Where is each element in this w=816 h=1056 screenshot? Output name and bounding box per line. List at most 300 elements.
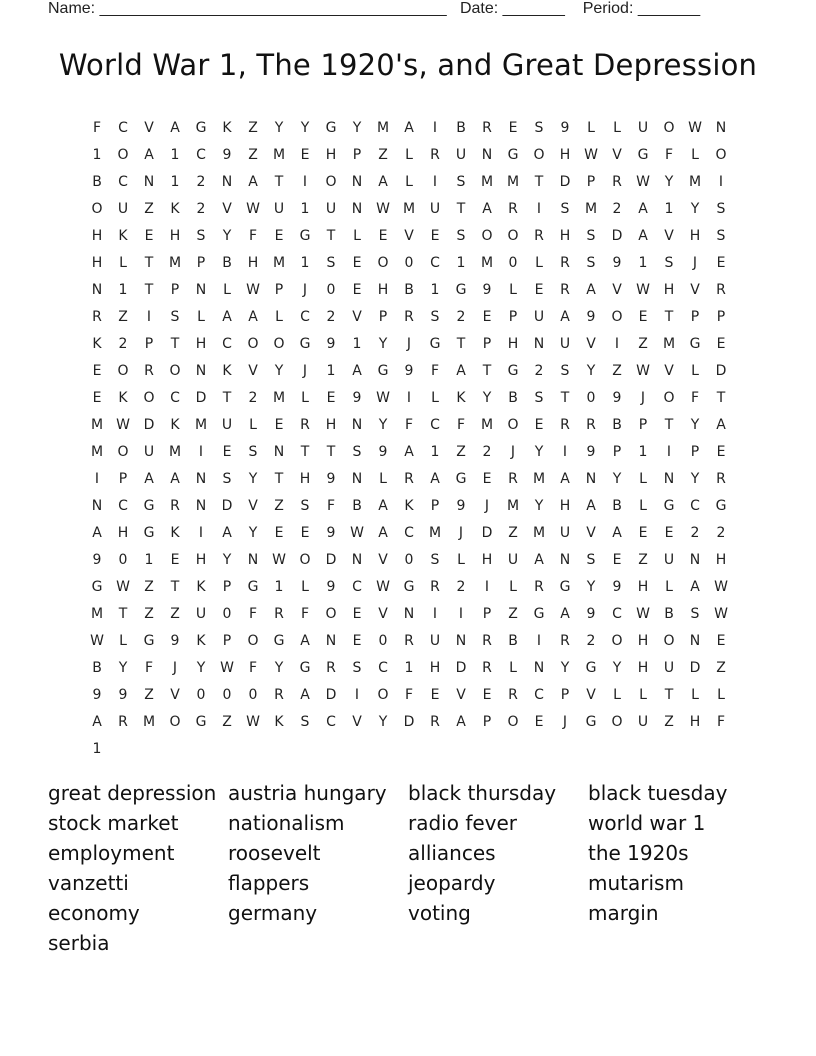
grid-letter: U [117, 200, 129, 217]
grid-letter: C [352, 578, 362, 595]
word-bank-item: world war 1 [588, 811, 706, 835]
grid-letter: A [378, 497, 388, 514]
grid-letter: E [664, 524, 674, 541]
grid-letter: A [92, 713, 102, 730]
grid-letter: H [637, 632, 649, 649]
grid-letter: G [143, 632, 155, 649]
grid-letter: Y [586, 362, 596, 379]
word-bank-item: economy [48, 901, 140, 925]
grid-letter: F [144, 659, 154, 676]
grid-letter: N [247, 551, 259, 568]
grid-letter: L [717, 686, 725, 703]
grid-letter: E [638, 524, 648, 541]
grid-letter: P [274, 281, 284, 298]
grid-letter: O [663, 389, 675, 406]
grid-letter: B [508, 389, 518, 406]
grid-letter: G [507, 362, 519, 379]
grid-letter: A [586, 497, 596, 514]
grid-letter: R [560, 254, 570, 271]
grid-letter: A [144, 146, 154, 163]
grid-letter: N [351, 551, 363, 568]
grid-letter: S [196, 227, 206, 244]
grid-letter: C [170, 389, 180, 406]
grid-letter: V [404, 227, 414, 244]
word-bank-item: roosevelt [228, 841, 321, 865]
grid-letter: Z [170, 605, 180, 622]
grid-letter: B [508, 632, 518, 649]
grid-letter: O [247, 632, 259, 649]
grid-letter: A [638, 200, 648, 217]
grid-letter: O [377, 254, 389, 271]
grid-letter: A [456, 713, 466, 730]
grid-letter: G [91, 578, 103, 595]
grid-letter: W [376, 200, 390, 217]
grid-letter: E [716, 335, 726, 352]
grid-letter: F [404, 416, 414, 433]
grid-letter: L [691, 146, 699, 163]
grid-letter: 1 [326, 362, 336, 379]
grid-letter: Y [274, 659, 284, 676]
grid-letter: H [507, 335, 519, 352]
grid-letter: T [118, 605, 128, 622]
grid-letter: 2 [534, 362, 544, 379]
grid-letter: V [170, 686, 180, 703]
grid-letter: L [691, 686, 699, 703]
grid-letter: E [352, 254, 362, 271]
grid-letter: D [611, 227, 623, 244]
grid-letter: H [169, 227, 181, 244]
grid-letter: 9 [456, 497, 466, 514]
grid-letter: V [586, 335, 596, 352]
grid-letter: Y [274, 362, 284, 379]
grid-letter: O [507, 416, 519, 433]
grid-letter: N [559, 551, 571, 568]
grid-letter: E [274, 416, 284, 433]
grid-letter: L [587, 119, 595, 136]
grid-letter: A [404, 443, 414, 460]
grid-letter: 1 [638, 254, 648, 271]
grid-letter: G [325, 119, 337, 136]
grid-letter: O [117, 443, 129, 460]
grid-letter: L [639, 497, 647, 514]
grid-letter: G [299, 335, 311, 352]
grid-letter: V [378, 605, 388, 622]
grid-letter: U [637, 713, 649, 730]
grid-letter: O [143, 389, 155, 406]
grid-letter: 1 [300, 254, 310, 271]
grid-letter: 2 [456, 578, 466, 595]
grid-letter: J [692, 254, 698, 271]
grid-letter: K [196, 632, 206, 649]
grid-letter: C [300, 308, 310, 325]
grid-letter: S [456, 227, 466, 244]
grid-letter: P [508, 308, 518, 325]
grid-letter: Y [664, 173, 674, 190]
grid-letter: U [663, 551, 675, 568]
word-bank-item: great depression [48, 781, 217, 805]
grid-letter: M [194, 416, 208, 433]
grid-letter: N [351, 470, 363, 487]
grid-letter: P [612, 443, 622, 460]
word-bank-item: mutarism [588, 871, 684, 895]
grid-letter: 2 [456, 308, 466, 325]
grid-letter: C [326, 713, 336, 730]
grid-letter: O [481, 227, 493, 244]
grid-letter: A [92, 524, 102, 541]
grid-letter: I [94, 470, 100, 487]
grid-letter: C [118, 173, 128, 190]
grid-letter: 2 [690, 524, 700, 541]
grid-letter: E [300, 524, 310, 541]
grid-letter: A [586, 281, 596, 298]
grid-letter: L [405, 146, 413, 163]
grid-letter: I [302, 173, 308, 190]
grid-letter: A [456, 362, 466, 379]
grid-letter: I [406, 389, 412, 406]
header-line: Name: _______________________________________ Date: _______ Period: _______ [48, 0, 701, 17]
grid-letter: S [690, 605, 700, 622]
grid-letter: S [248, 443, 258, 460]
grid-letter: C [222, 335, 232, 352]
grid-letter: L [509, 281, 517, 298]
grid-letter: R [508, 200, 518, 217]
grid-letter: G [299, 227, 311, 244]
grid-letter: W [116, 578, 130, 595]
grid-letter: N [351, 416, 363, 433]
grid-letter: W [272, 551, 286, 568]
grid-letter: N [195, 470, 207, 487]
word-bank-item: voting [408, 901, 471, 925]
grid-letter: J [172, 659, 178, 676]
grid-letter: 0 [196, 686, 206, 703]
grid-letter: A [638, 227, 648, 244]
grid-letter: D [559, 173, 571, 190]
grid-letter: L [613, 686, 621, 703]
grid-letter: W [636, 173, 650, 190]
grid-letter: 1 [430, 281, 440, 298]
grid-letter: O [715, 146, 727, 163]
grid-letter: Z [144, 605, 154, 622]
grid-letter: U [143, 443, 155, 460]
grid-letter: H [195, 335, 207, 352]
grid-letter: B [222, 254, 232, 271]
grid-letter: 1 [170, 146, 180, 163]
grid-letter: Y [612, 470, 622, 487]
grid-letter: 9 [586, 308, 596, 325]
grid-letter: E [430, 227, 440, 244]
grid-letter: E [534, 416, 544, 433]
grid-letter: A [378, 173, 388, 190]
grid-letter: M [532, 524, 546, 541]
grid-letter: Z [378, 146, 388, 163]
grid-letter: C [534, 686, 544, 703]
grid-letter: D [143, 416, 155, 433]
grid-letter: Z [248, 146, 258, 163]
grid-letter: E [716, 443, 726, 460]
grid-letter: N [273, 443, 285, 460]
grid-letter: L [119, 632, 127, 649]
grid-letter: S [534, 389, 544, 406]
grid-letter: Z [248, 119, 258, 136]
grid-letter: U [533, 308, 545, 325]
grid-letter: Y [248, 470, 258, 487]
grid-letter: C [404, 524, 414, 541]
grid-letter: T [274, 470, 284, 487]
grid-letter: Y [378, 416, 388, 433]
grid-letter: E [300, 146, 310, 163]
grid-letter: E [430, 686, 440, 703]
grid-letter: A [716, 416, 726, 433]
grid-letter: M [480, 173, 494, 190]
grid-letter: I [536, 632, 542, 649]
grid-letter: R [92, 308, 102, 325]
grid-letter: N [91, 497, 103, 514]
grid-letter: I [198, 443, 204, 460]
grid-letter: R [482, 632, 492, 649]
grid-letter: G [299, 659, 311, 676]
grid-letter: F [92, 119, 102, 136]
grid-letter: S [222, 470, 232, 487]
grid-letter: M [376, 119, 390, 136]
grid-letter: S [326, 254, 336, 271]
grid-letter: M [662, 335, 676, 352]
grid-letter: A [170, 470, 180, 487]
grid-letter: I [536, 200, 542, 217]
grid-letter: L [301, 389, 309, 406]
grid-letter: A [300, 686, 310, 703]
grid-letter: B [92, 173, 102, 190]
grid-letter: D [403, 713, 415, 730]
grid-letter: 9 [586, 605, 596, 622]
grid-letter: W [714, 578, 728, 595]
grid-letter: O [611, 632, 623, 649]
grid-letter: S [586, 254, 596, 271]
grid-letter: S [560, 200, 570, 217]
grid-letter: G [403, 578, 415, 595]
grid-letter: E [534, 281, 544, 298]
grid-letter: J [302, 281, 308, 298]
grid-letter: R [118, 713, 128, 730]
grid-letter: 0 [586, 389, 596, 406]
grid-letter: E [378, 227, 388, 244]
grid-letter: 1 [404, 659, 414, 676]
grid-letter: 1 [638, 443, 648, 460]
grid-letter: M [584, 200, 598, 217]
grid-letter: V [144, 119, 154, 136]
grid-letter: D [455, 659, 467, 676]
grid-letter: A [560, 605, 570, 622]
grid-letter: T [664, 686, 674, 703]
word-bank-item: serbia [48, 931, 110, 955]
grid-letter: Z [638, 335, 648, 352]
grid-letter: B [456, 119, 466, 136]
grid-letter: T [560, 389, 570, 406]
grid-letter: H [247, 254, 259, 271]
grid-letter: F [248, 227, 258, 244]
grid-letter: S [534, 119, 544, 136]
grid-letter: 1 [430, 443, 440, 460]
grid-letter: O [247, 335, 259, 352]
grid-letter: 9 [92, 686, 102, 703]
grid-letter: S [170, 308, 180, 325]
grid-letter: G [143, 497, 155, 514]
grid-letter: P [352, 146, 362, 163]
grid-letter: O [117, 362, 129, 379]
grid-letter: 2 [482, 443, 492, 460]
grid-letter: I [458, 605, 464, 622]
grid-letter: T [144, 254, 154, 271]
grid-letter: Z [664, 713, 674, 730]
grid-letter: B [612, 497, 622, 514]
grid-letter: I [718, 173, 724, 190]
grid-letter: E [716, 632, 726, 649]
grid-letter: Z [222, 713, 232, 730]
grid-letter: O [663, 632, 675, 649]
grid-letter: G [585, 659, 597, 676]
grid-letter: P [170, 281, 180, 298]
grid-letter: T [534, 173, 544, 190]
grid-letter: O [169, 362, 181, 379]
grid-letter: S [716, 200, 726, 217]
grid-letter: E [534, 713, 544, 730]
grid-letter: 9 [612, 578, 622, 595]
grid-letter: D [221, 497, 233, 514]
grid-letter: D [325, 686, 337, 703]
grid-letter: A [144, 470, 154, 487]
grid-letter: U [429, 632, 441, 649]
grid-letter: A [430, 470, 440, 487]
grid-letter: O [377, 686, 389, 703]
grid-letter: 9 [326, 524, 336, 541]
grid-letter: I [432, 605, 438, 622]
grid-letter: E [326, 389, 336, 406]
grid-letter: R [144, 362, 154, 379]
grid-letter: M [272, 254, 286, 271]
grid-letter: E [482, 308, 492, 325]
grid-letter: 1 [118, 281, 128, 298]
word-bank-item: radio fever [408, 811, 518, 835]
grid-letter: O [507, 713, 519, 730]
grid-letter: V [378, 551, 388, 568]
grid-letter: N [143, 173, 155, 190]
grid-letter: G [663, 497, 675, 514]
grid-letter: T [716, 389, 726, 406]
grid-letter: J [562, 713, 568, 730]
grid-letter: G [273, 632, 285, 649]
grid-letter: N [689, 551, 701, 568]
grid-letter: I [614, 335, 620, 352]
grid-letter: A [534, 551, 544, 568]
grid-letter: V [222, 200, 232, 217]
grid-letter: L [405, 173, 413, 190]
grid-letter: U [637, 119, 649, 136]
grid-letter: P [196, 254, 206, 271]
grid-letter: 9 [92, 551, 102, 568]
grid-letter: W [376, 389, 390, 406]
grid-letter: R [482, 659, 492, 676]
grid-letter: 9 [326, 470, 336, 487]
grid-letter: S [716, 227, 726, 244]
grid-letter: G [455, 281, 467, 298]
word-bank-item: flappers [228, 871, 310, 895]
grid-letter: N [689, 632, 701, 649]
grid-letter: F [248, 659, 258, 676]
grid-letter: 2 [716, 524, 726, 541]
grid-letter: R [404, 632, 414, 649]
grid-letter: U [273, 200, 285, 217]
grid-letter: L [665, 578, 673, 595]
grid-letter: R [274, 605, 284, 622]
word-search-grid [84, 114, 734, 762]
grid-letter: E [612, 551, 622, 568]
grid-letter: N [351, 173, 363, 190]
grid-letter: V [456, 686, 466, 703]
grid-letter: 9 [326, 335, 336, 352]
grid-letter: M [428, 524, 442, 541]
word-bank-item: black thursday [408, 781, 557, 805]
grid-letter: G [585, 713, 597, 730]
word-bank-item: nationalism [228, 811, 345, 835]
grid-letter: J [640, 389, 646, 406]
grid-letter: A [170, 119, 180, 136]
grid-letter: M [272, 389, 286, 406]
grid-letter: W [90, 632, 104, 649]
grid-letter: N [481, 146, 493, 163]
grid-letter: U [429, 200, 441, 217]
grid-letter: N [585, 470, 597, 487]
grid-letter: G [533, 605, 545, 622]
grid-letter: A [248, 308, 258, 325]
grid-letter: 0 [222, 686, 232, 703]
word-bank-item: germany [228, 901, 318, 925]
grid-letter: A [404, 119, 414, 136]
grid-letter: R [430, 713, 440, 730]
grid-letter: V [586, 686, 596, 703]
grid-letter: O [117, 146, 129, 163]
grid-letter: T [300, 443, 310, 460]
grid-letter: E [638, 308, 648, 325]
grid-letter: Y [378, 335, 388, 352]
grid-letter: H [715, 551, 727, 568]
grid-letter: H [689, 227, 701, 244]
grid-letter: 2 [196, 173, 206, 190]
grid-letter: O [325, 605, 337, 622]
grid-letter: G [689, 335, 701, 352]
grid-letter: M [168, 443, 182, 460]
grid-letter: R [612, 173, 622, 190]
grid-letter: 9 [170, 632, 180, 649]
grid-letter: L [509, 578, 517, 595]
grid-letter: N [195, 362, 207, 379]
grid-letter: T [664, 308, 674, 325]
grid-letter: U [221, 416, 233, 433]
grid-letter: N [533, 335, 545, 352]
grid-letter: T [274, 173, 284, 190]
grid-letter: 1 [274, 578, 284, 595]
grid-letter: G [637, 146, 649, 163]
grid-letter: O [325, 173, 337, 190]
grid-letter: 9 [378, 443, 388, 460]
grid-letter: S [664, 254, 674, 271]
grid-letter: R [716, 470, 726, 487]
grid-letter: Z [144, 578, 154, 595]
grid-letter: P [222, 578, 232, 595]
grid-letter: W [636, 281, 650, 298]
grid-letter: F [300, 605, 310, 622]
grid-letter: L [613, 119, 621, 136]
grid-letter: L [639, 470, 647, 487]
grid-letter: A [248, 173, 258, 190]
